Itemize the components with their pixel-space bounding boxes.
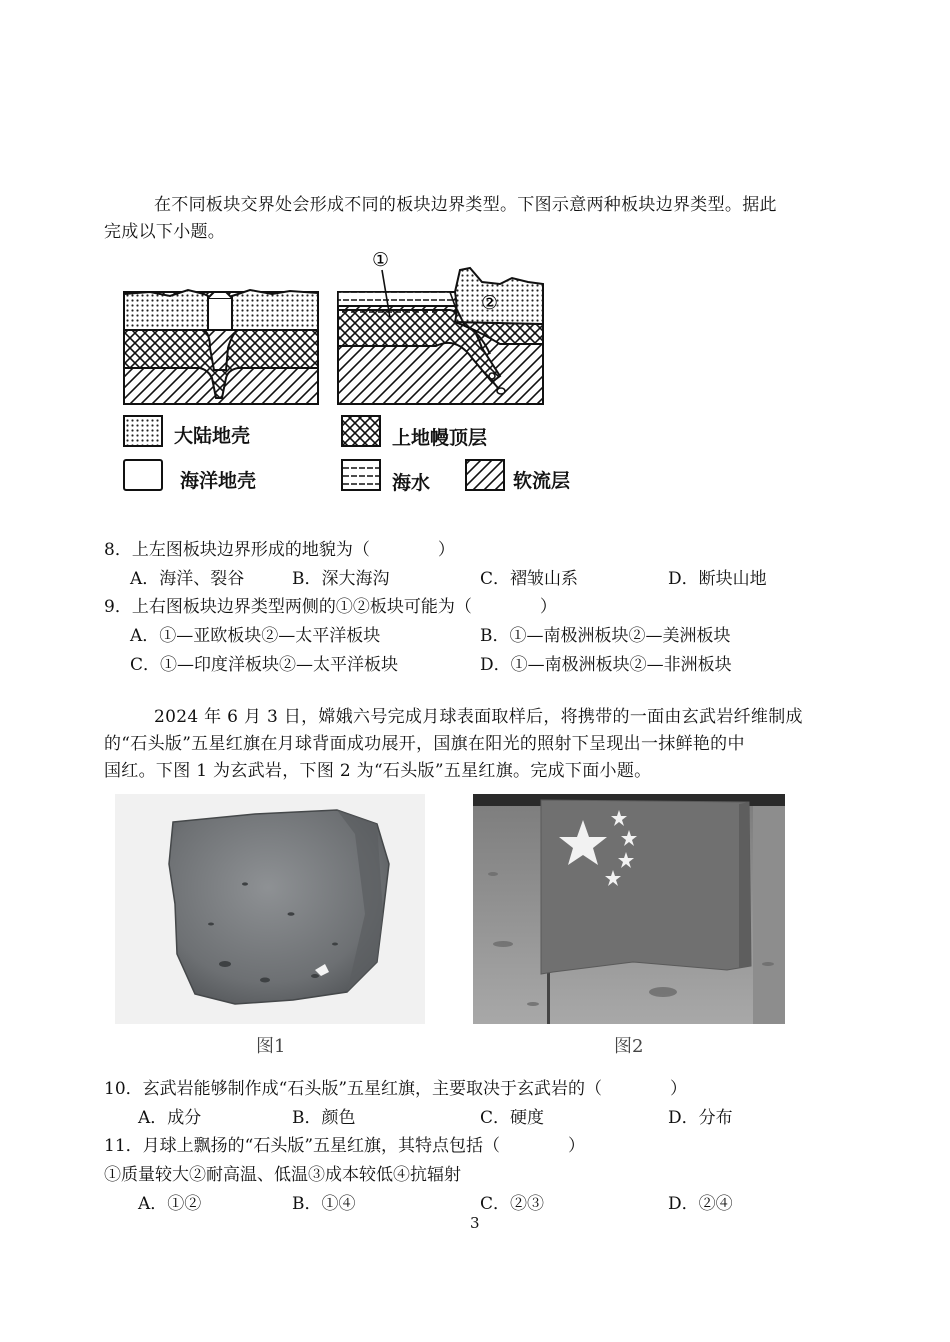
passage-2-line-2: 的“石头版”五星红旗在月球背面成功展开，国旗在阳光的照射下呈现出一抹鲜艳的中 — [104, 734, 745, 754]
legend-label-upper-mantle: 上地幔顶层 — [392, 427, 488, 449]
q8-option-a: A．海洋、裂谷 — [130, 569, 245, 589]
q11-items: ①质量较大②耐高温、低温③成本较低④抗辐射 — [104, 1165, 461, 1185]
legend-swatch-upper-mantle — [342, 416, 380, 446]
passage-1-line-1: 在不同板块交界处会形成不同的板块边界类型。下图示意两种板块边界类型。据此 — [154, 195, 777, 215]
q10-option-b: B．颜色 — [292, 1108, 356, 1128]
figure-2-caption: 图2 — [614, 1036, 644, 1057]
q9-stem: 9．上右图板块边界类型两侧的①②板块可能为（ ） — [104, 597, 557, 617]
q11-stem: 11．月球上飘扬的“石头版”五星红旗，其特点包括（ ） — [104, 1136, 586, 1156]
legend-swatch-oceanic-crust — [124, 460, 162, 490]
q9-option-b: B．①—南极洲板块②—美洲板块 — [480, 626, 731, 646]
q9-option-c: C．①—印度洋板块②—太平洋板块 — [130, 655, 399, 675]
legend-label-oceanic-crust: 海洋地壳 — [180, 470, 257, 492]
q10-option-a: A．成分 — [138, 1108, 202, 1128]
marker-2-label: ② — [481, 292, 499, 314]
legend-label-continental-crust: 大陆地壳 — [174, 425, 251, 447]
page-number: 3 — [470, 1214, 480, 1232]
legend-label-seawater: 海水 — [392, 472, 431, 494]
q11-option-b: B．①④ — [292, 1194, 356, 1214]
legend-swatch-seawater — [342, 460, 380, 490]
q10-stem: 10．玄武岩能够制作成“石头版”五星红旗，主要取决于玄武岩的（ ） — [104, 1079, 688, 1099]
q10-option-d: D．分布 — [668, 1108, 733, 1128]
right-boundary-diagram — [338, 268, 543, 404]
q8-stem: 8．上左图板块边界形成的地貌为（ ） — [104, 540, 455, 560]
q10-option-c: C．硬度 — [480, 1108, 545, 1128]
passage-2 — [104, 704, 864, 785]
figure-1-basalt-photo — [115, 794, 425, 1024]
figure-1-caption: 图1 — [256, 1036, 286, 1057]
q8-option-b: B．深大海沟 — [292, 569, 390, 589]
q11-option-a: A．①② — [138, 1194, 202, 1214]
marker-1-label: ① — [372, 249, 390, 271]
legend-swatch-continental-crust — [124, 416, 162, 446]
q8-option-c: C．褶皱山系 — [480, 569, 579, 589]
q11-option-c: C．②③ — [480, 1194, 545, 1214]
passage-2-line-3: 国红。下图 1 为玄武岩，下图 2 为“石头版”五星红旗。完成下面小题。 — [104, 761, 652, 781]
q9-option-d: D．①—南极洲板块②—非洲板块 — [480, 655, 732, 675]
q8-option-d: D．断块山地 — [668, 569, 767, 589]
passage-1 — [104, 192, 864, 246]
left-boundary-diagram — [124, 290, 318, 404]
passage-1-line-2: 完成以下小题。 — [104, 222, 226, 242]
q11-option-d: D．②④ — [668, 1194, 733, 1214]
q9-option-a: A．①—亚欧板块②—太平洋板块 — [130, 626, 381, 646]
figure-2-flag-photo — [473, 794, 785, 1024]
legend-label-asthenosphere: 软流层 — [513, 470, 571, 492]
legend-swatch-asthenosphere — [466, 460, 504, 490]
passage-2-line-1: 2024 年 6 月 3 日，嫦娥六号完成月球表面取样后，将携带的一面由玄武岩纤维制成 — [154, 707, 803, 727]
